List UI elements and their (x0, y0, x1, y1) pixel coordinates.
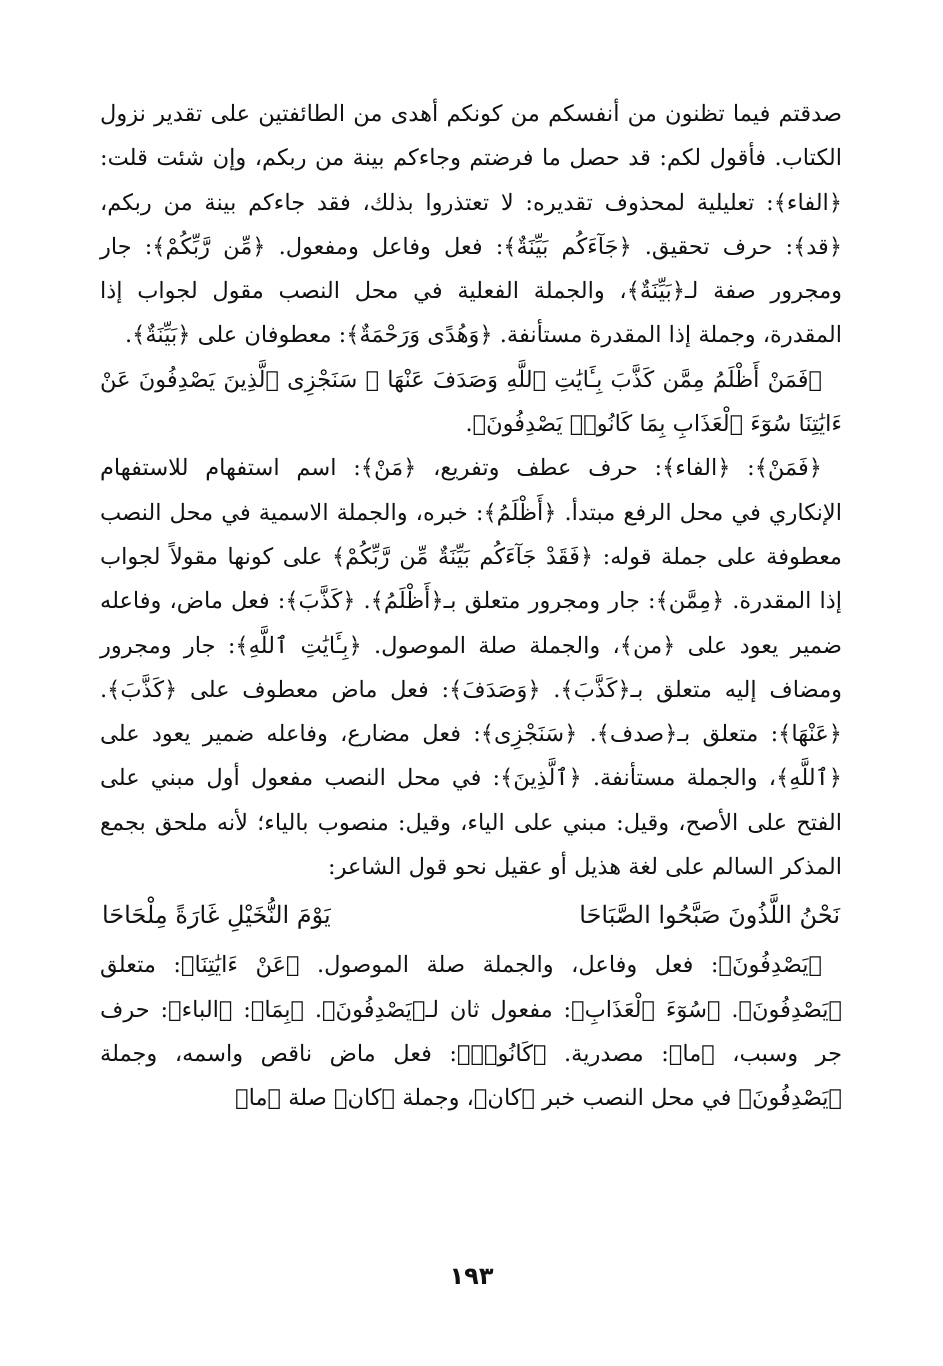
verse-first-hemistich: نَحْنُ اللَّذُونَ صَبَّحُوا الصَّبَاحَا (579, 901, 840, 930)
paragraph-grammar-analysis: ﴿فَمَنْ﴾: ﴿الفاء﴾: حرف عطف وتفريع، ﴿مَنْ﴾: اسم استفهام للاستفهام الإنكاري في محل الرفع مبتدأ. ﴿أَظْلَمُ﴾: خبره، والجملة الاسمية في محل النصب معطوفة على جملة قوله: ﴿فَقَدْ جَآءَكُم بَيِّنَةٌ مِّن رَّبِّكُمْ﴾ على كونها مقولاً لجواب إذا المقدرة. ﴿مِمَّن﴾: جار ومجرور متعلق بـ﴿أَظْلَمُ﴾. ﴿كَذَّبَ﴾: فعل ماض، وفاعله ضمير يعود على ﴿من﴾، والجملة صلة الموصول. ﴿بِـَٔايَٰتِ ٱللَّهِ﴾: جار ومجرور ومضاف إليه متعلق بـ﴿كَذَّبَ﴾. ﴿وَصَدَفَ﴾: فعل ماض معطوف على ﴿كَذَّبَ﴾. ﴿عَنْهَا﴾: متعلق بـ﴿صدف﴾. ﴿سَنَجْزِى﴾: فعل مضارع، وفاعله ضمير يعود على ﴿ٱللَّهِ﴾، والجملة مستأنفة. ﴿ٱلَّذِينَ﴾: في محل النصب مفعول أول مبني على الفتح على الأصح، وقيل: مبني على الياء، وقيل: منصوب بالياء؛ لأنه ملحق بجمع المذكر السالم على لغة هذيل أو عقيل نحو قول الشاعر: (100, 455, 842, 881)
verse-second-hemistich: يَوْمَ النُّخَيْلِ غَارَةً مِلْحَاحَا (102, 901, 331, 930)
paragraph-continuation: ﴿يَصْدِفُونَ﴾: فعل وفاعل، والجملة صلة الموصول. ﴿عَنْ ءَايَٰتِنَا﴾: متعلق ﴿يَصْدِفُونَ﴾. ﴿سُوٓءَ ٱلْعَذَابِ﴾: مفعول ثان لـ﴿يَصْدِفُونَ﴾. ﴿بِمَا﴾: ﴿الباء﴾: حرف جر وسبب، ﴿ما﴾: مصدرية. ﴿كَانُوا۟﴾: فعل ماض ناقص واسمه، وجملة ﴿يَصْدِفُونَ﴾ في محل النصب خبر ﴿كان﴾، وجملة ﴿كان﴾ صلة ﴿ما﴾ (100, 952, 842, 1112)
poetry-verse (100, 895, 842, 935)
quran-verse-paragraph: ﴿فَمَنْ أَظْلَمُ مِمَّن كَذَّبَ بِـَٔايَٰتِ ٱللَّهِ وَصَدَفَ عَنْهَا ۗ سَنَجْزِى ٱلَّذِينَ يَصْدِفُونَ عَنْ ءَايَٰتِنَا سُوٓءَ ٱلْعَذَابِ بِمَا كَانُوا۟ يَصْدِفُونَ﴾. (100, 366, 842, 438)
page-body (100, 92, 842, 1352)
paragraph-intro: صدقتم فيما تظنون من أنفسكم من كونكم أهدى من الطائفتين على تقدير نزول الكتاب. فأقول لكم: قد حصل ما فرضتم وجاءكم بينة من ربكم، وإن شئت قلت: ﴿الفاء﴾: تعليلية لمحذوف تقديره: لا تعتذروا بذلك، فقد جاءكم بينة من ربكم، ﴿قد﴾: حرف تحقيق. ﴿جَآءَكُم بَيِّنَةٌ﴾: فعل وفاعل ومفعول. ﴿مِّن رَّبِّكُمْ﴾: جار ومجرور صفة لـ﴿بَيِّنَةٌ﴾، والجملة الفعلية في محل النصب مقول لجواب إذا المقدرة، وجملة إذا المقدرة مستأنفة. ﴿وَهُدًى وَرَحْمَةٌ﴾: معطوفان على ﴿بَيِّنَةٌ﴾. (100, 101, 842, 349)
page-number: ١٩٣ (449, 1262, 494, 1290)
